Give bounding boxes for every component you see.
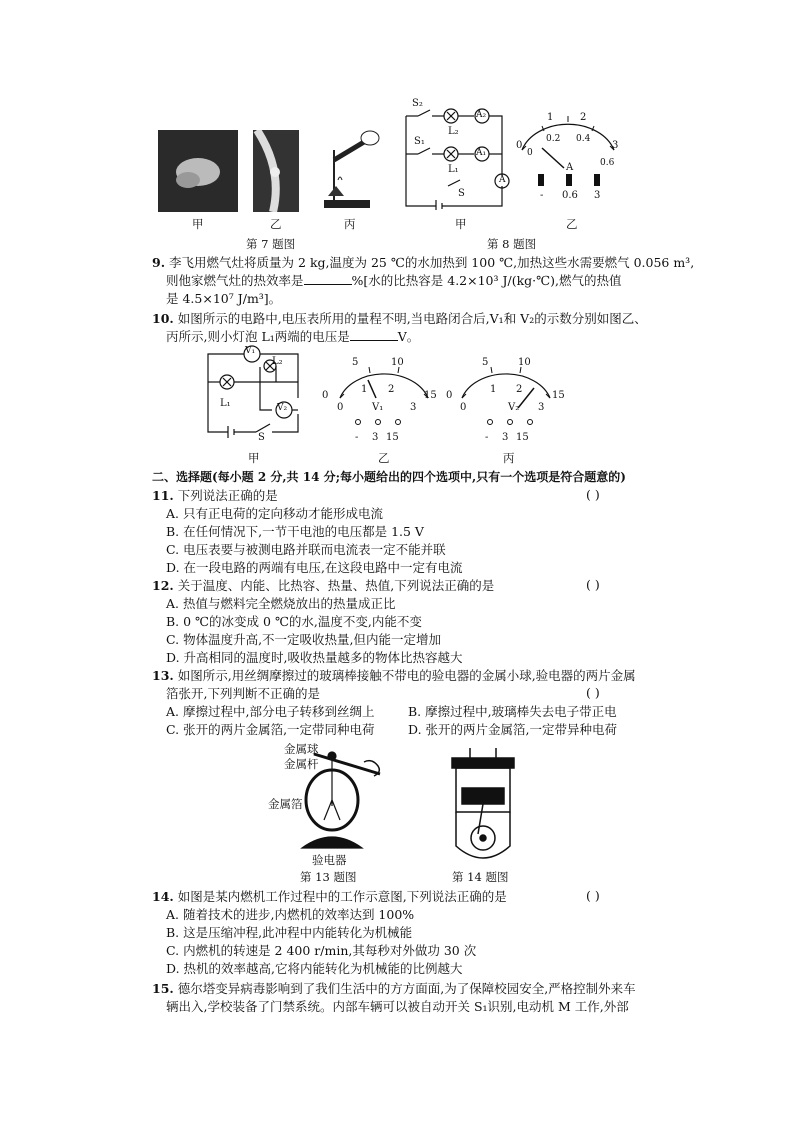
q14-number: 14. <box>152 889 174 904</box>
fig10-bing-terminal-3: 3 <box>502 432 509 443</box>
fig10-yi-tick-10: 10 <box>391 357 404 368</box>
fig14-engine-diagram <box>448 746 518 864</box>
fig8-tick-bot-2: 0.4 <box>576 134 591 144</box>
q9-line2 <box>166 272 621 290</box>
fig10-label-bing: 丙 <box>503 451 515 465</box>
fig8-tick-top-1: 1 <box>547 112 554 123</box>
fig10-v1-label: V₁ <box>245 346 256 356</box>
q13-option-a: A. 摩擦过程中,部分电子转移到丝绸上 <box>166 704 375 719</box>
fig13-caption: 第 13 题图 <box>300 870 357 884</box>
fig8-l1-label: L₁ <box>448 164 459 175</box>
fig8-tick-bot-1: 0.2 <box>546 134 561 144</box>
fig10-yi-inner-0: 0 <box>337 402 344 413</box>
q12-option-a: A. 热值与燃料完全燃烧放出的热量成正比 <box>166 596 396 611</box>
fig7-label-yi: 乙 <box>270 217 282 231</box>
q9-line1 <box>152 254 694 272</box>
fig14-caption: 第 14 题图 <box>452 870 509 884</box>
q12-option-b: B. 0 ℃的冰变成 0 ℃的水,温度不变,内能不变 <box>166 614 422 629</box>
fig7-photo-hands <box>158 130 238 212</box>
q13-option-b: B. 摩擦过程中,玻璃棒失去电子带正电 <box>408 704 617 719</box>
fig10-circuit-diagram <box>200 342 304 442</box>
q11-stem <box>152 487 278 505</box>
fig8-label-jia: 甲 <box>455 217 467 231</box>
q12-answer-paren[interactable]: ( ) <box>586 577 600 592</box>
q13-number: 13. <box>152 668 174 683</box>
q15-number: 15. <box>152 981 174 996</box>
fig8-tick-bot-3: 0.6 <box>600 158 615 168</box>
q14-option-b: B. 这是压缩冲程,此冲程中内能转化为机械能 <box>166 925 413 940</box>
fig10-yi-inner-1: 1 <box>361 384 368 395</box>
fig13-label-metal-foil: 金属箔 <box>268 797 303 811</box>
fig10-bing-inner-1: 1 <box>490 384 497 395</box>
fig10-yi-inner-2: 2 <box>388 384 395 395</box>
fig13-label-metal-ball: 金属球 <box>284 742 319 756</box>
q14-option-c: C. 内燃机的转速是 2 400 r/min,其每秒对外做功 30 次 <box>166 943 477 958</box>
q13-line1 <box>152 667 636 685</box>
fig10-bing-tick-0: 0 <box>446 390 453 401</box>
fig8-tick-top-0: 0 <box>516 140 523 151</box>
fig8-tick-top-3: 3 <box>612 140 619 151</box>
fig8-s-label: S <box>458 188 465 199</box>
q14-stem <box>152 888 507 906</box>
fig10-yi-terminal-15: 15 <box>386 432 399 443</box>
q15-line2: 辆出入,学校装备了门禁系统。内部车辆可以被自动开关 S₁识别,电动机 M 工作,外部 <box>166 999 629 1014</box>
fig10-s-label: S <box>258 432 265 443</box>
q14-option-d: D. 热机的效率越高,它将内能转化为机械能的比例越大 <box>166 961 463 976</box>
q13-text-line1: 如图所示,用丝绸摩擦过的玻璃棒接触不带电的验电器的金属小球,验电器的两片金属 <box>177 668 636 683</box>
fig8-tick-bot-0: 0 <box>527 148 533 158</box>
fig8-s1-label: S₁ <box>414 136 425 147</box>
q11-stem-text: 下列说法正确的是 <box>177 488 278 503</box>
q11-option-a: A. 只有正电荷的定向移动才能形成电流 <box>166 506 383 521</box>
q13-answer-paren[interactable]: ( ) <box>586 685 600 700</box>
q14-stem-text: 如图是某内燃机工作过程中的工作示意图,下列说法正确的是 <box>177 889 507 904</box>
fig10-yi-terminal-3: 3 <box>372 432 379 443</box>
fig8-caption: 第 8 题图 <box>487 237 537 251</box>
q11-answer-paren[interactable]: ( ) <box>586 487 600 502</box>
fig10-bing-tick-15: 15 <box>552 390 565 401</box>
fig8-terminal-neg: - <box>540 190 544 201</box>
fig10-bing-inner-3: 3 <box>538 402 545 413</box>
q12-number: 12. <box>152 578 174 593</box>
q15-line1 <box>152 980 636 998</box>
q12-stem-text: 关于温度、内能、比热容、热量、热值,下列说法正确的是 <box>177 578 495 593</box>
q12-option-c: C. 物体温度升高,不一定吸收热量,但内能一定增加 <box>166 632 442 647</box>
q14-option-a: A. 随着技术的进步,内燃机的效率达到 100% <box>166 907 415 922</box>
q10-number: 10. <box>152 311 174 326</box>
fig10-label-yi: 乙 <box>378 451 390 465</box>
fig10-yi-tick-15: 15 <box>424 390 437 401</box>
q9-answer-blank[interactable] <box>304 272 352 285</box>
q10-text-line2b: V。 <box>397 329 420 344</box>
q9-text-line1: 李飞用燃气灶将质量为 2 kg,温度为 25 ℃的水加热到 100 ℃,加热这些水需要燃气 0.056 m³, <box>169 255 695 270</box>
fig7-photo-slide <box>253 130 299 212</box>
q10-text-line1: 如图所示的电路中,电压表所用的量程不明,当电路闭合后,V₁和 V₂的示数分别如图乙、 <box>177 311 647 326</box>
q10-answer-blank[interactable] <box>350 328 398 341</box>
fig8-a-label: A <box>499 175 506 185</box>
fig8-meter-unit: A <box>566 162 574 173</box>
q13-option-c: C. 张开的两片金属箔,一定带同种电荷 <box>166 722 375 737</box>
fig8-terminal-06: 0.6 <box>562 190 578 201</box>
q15-text-line1: 德尔塔变异病毒影响到了我们生活中的方方面面,为了保障校园安全,严格控制外来车 <box>177 981 636 996</box>
fig10-l1-label: L₁ <box>220 398 231 409</box>
q11-number: 11. <box>152 488 174 503</box>
fig10-bing-tick-10: 10 <box>518 357 531 368</box>
q13-option-d: D. 张开的两片金属箔,一定带异种电荷 <box>408 722 617 737</box>
fig8-terminal-3: 3 <box>594 190 601 201</box>
fig10-yi-inner-3: 3 <box>410 402 417 413</box>
q9-text-line2a: 则他家燃气灶的热效率是 <box>166 273 304 288</box>
fig10-bing-terminal-neg: - <box>485 432 489 443</box>
q9-number: 9. <box>152 255 166 270</box>
fig10-bing-inner-2: 2 <box>516 384 523 395</box>
fig10-v2-label: V₂ <box>277 403 288 413</box>
fig10-yi-terminal-neg: - <box>355 432 359 443</box>
fig10-label-jia: 甲 <box>248 451 260 465</box>
q9-text-line2b: %[水的比热容是 4.2×10³ J/(kg·℃),燃气的热值 <box>351 273 622 288</box>
fig10-bing-terminal-15: 15 <box>516 432 529 443</box>
fig10-bing-meter-name: V₂ <box>508 402 520 413</box>
fig7-test-tube-apparatus <box>314 120 384 212</box>
fig7-label-jia: 甲 <box>192 217 204 231</box>
fig10-bing-tick-5: 5 <box>482 357 489 368</box>
fig8-a1-label: A₁ <box>476 148 487 158</box>
fig13-label-metal-rod: 金属杆 <box>284 757 319 771</box>
fig8-tick-top-2: 2 <box>580 112 587 123</box>
fig10-voltmeter-v1 <box>330 358 438 448</box>
q12-option-d: D. 升高相同的温度时,吸收热量越多的物体比热容越大 <box>166 650 463 665</box>
fig10-l2-label: L₂ <box>272 356 283 367</box>
fig10-yi-tick-5: 5 <box>352 357 359 368</box>
q11-option-b: B. 在任何情况下,一节干电池的电压都是 1.5 V <box>166 524 424 539</box>
fig7-label-bing: 丙 <box>344 217 356 231</box>
fig8-l2-label: L₂ <box>448 126 459 137</box>
fig7-caption: 第 7 题图 <box>246 237 296 251</box>
fig13-device-name: 验电器 <box>312 853 347 867</box>
section2-title: 二、选择题(每小题 2 分,共 14 分;每小题给出的四个选项中,只有一个选项是符合题意的) <box>152 470 626 484</box>
q10-line1 <box>152 310 647 328</box>
q12-stem <box>152 577 494 595</box>
fig8-a2-label: A₂ <box>476 110 487 120</box>
q11-option-c: C. 电压表要与被测电路并联而电流表一定不能并联 <box>166 542 446 557</box>
q9-line3: 是 4.5×10⁷ J/m³]。 <box>166 291 282 306</box>
fig10-yi-meter-name: V₁ <box>372 402 384 413</box>
fig10-yi-tick-0: 0 <box>322 390 329 401</box>
fig8-s2-label: S₂ <box>412 98 423 109</box>
q14-answer-paren[interactable]: ( ) <box>586 888 600 903</box>
q11-option-d: D. 在一段电路的两端有电压,在这段电路中一定有电流 <box>166 560 463 575</box>
fig10-bing-inner-0: 0 <box>460 402 467 413</box>
q13-line2: 箔张开,下列判断不正确的是 <box>166 686 320 701</box>
fig8-label-yi: 乙 <box>566 217 578 231</box>
q10-text-line2a: 丙所示,则小灯泡 L₁两端的电压是 <box>166 329 350 344</box>
